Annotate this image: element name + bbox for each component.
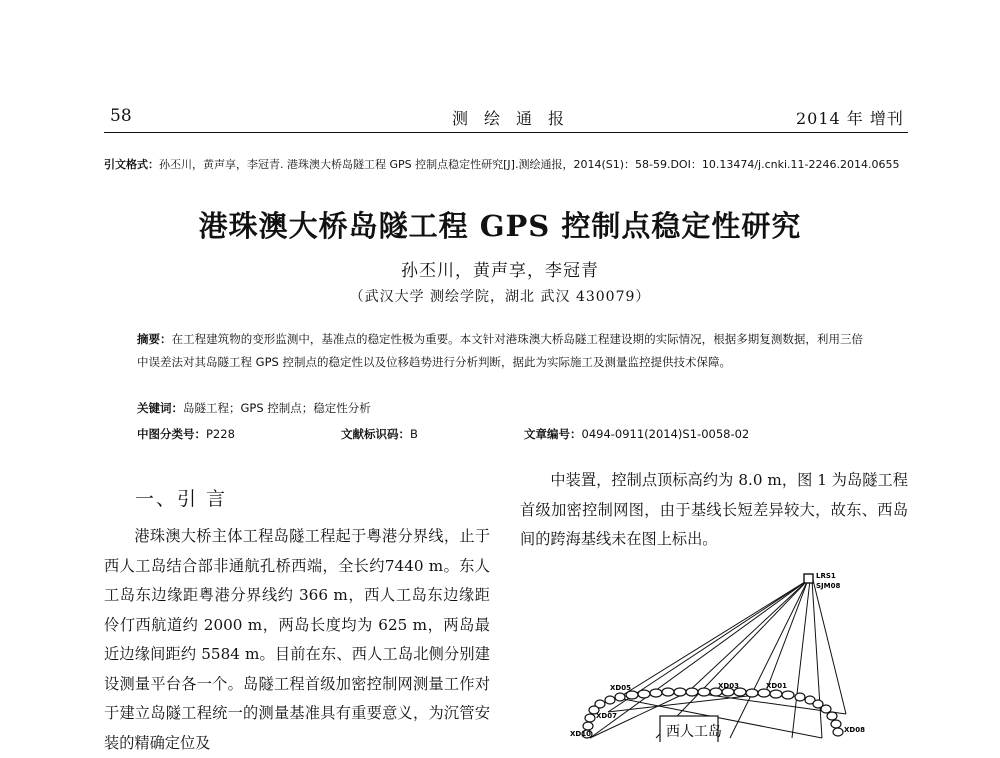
- keywords-label: 关键词：: [137, 401, 183, 415]
- citation-label: 引文格式：: [104, 158, 159, 171]
- journal-name: 测绘通报: [452, 109, 581, 128]
- abstract-text: 在工程建筑物的变形监测中，基准点的稳定性极为重要。本文针对港珠澳大桥岛隧工程建设期的实际情况，根据多期复测数据，利用三倍中误差法对其岛隧工程 GPS 控制点的稳定性以及位移趋势进行分析判断，据此为实际施工及测量监控提供技术保障。: [137, 332, 863, 369]
- label-xd03: XD03: [718, 682, 739, 690]
- section-heading: 一、引 言: [135, 488, 228, 510]
- baseline: [792, 580, 810, 738]
- label-xd05: XD05: [610, 684, 631, 692]
- intro-paragraph: 港珠澳大桥主体工程岛隧工程起于粤港分界线，止于西人工岛结合部非通航孔桥西端，全长约7440 m。东人工岛东边缘距粤港分界线约 366 m，西人工岛东边缘距伶仃西航道约 2000 m，两岛长度均为 625 m，两岛最近边缘间距约 5584 m。目前在东、西人工岛北侧分别建设测量平台各一个。岛隧工程首级加密控制网测量工作对于建立岛隧工程统一的测量基准具有重要意义，为沉管安装的精确定位及: [104, 527, 490, 752]
- baseline: [813, 580, 846, 714]
- label-xd07: XD07: [596, 712, 617, 720]
- abstract-label: 摘要：: [137, 332, 172, 346]
- citation-text: 孙丕川，黄声享，李冠青. 港珠澳大桥岛隧工程 GPS 控制点稳定性研究[J].测绘通报，2014(S1)：58-59.DOI：10.13474/j.cnki.11-2246.2014.0655: [159, 158, 900, 171]
- control-point-lrs1: [804, 574, 813, 583]
- baseline: [688, 580, 808, 692]
- abstract: [137, 328, 863, 374]
- label-island: 西人工岛: [666, 724, 722, 740]
- right-column-paragraph: 中装置，控制点顶标高约为 8.0 m，图 1 为岛隧工程首级加密控制网图，由于基线长短差异较大，故东、西岛间的跨海基线未在图上标出。: [520, 471, 908, 548]
- paper-title: 港珠澳大桥岛隧工程 GPS 控制点稳定性研究: [198, 209, 802, 243]
- baseline: [656, 580, 808, 738]
- citation: [104, 156, 914, 173]
- keywords-text: 岛隧工程；GPS 控制点；稳定性分析: [183, 401, 371, 415]
- label-lrs1: LRS1: [816, 572, 836, 580]
- label-xd01: XD01: [766, 682, 787, 690]
- baselines: [590, 580, 846, 738]
- paper-authors: 孙丕川，黄声享，李冠青: [401, 261, 599, 281]
- baseline: [812, 580, 822, 738]
- paper-affiliation: （武汉大学 测绘学院，湖北 武汉 430079）: [349, 289, 651, 305]
- label-xd10: XD10: [570, 730, 591, 738]
- clc-code: 中图分类号：P228: [137, 427, 235, 441]
- article-number: 文章编号：0494-0911(2014)S1-0058-02: [524, 427, 750, 441]
- baseline: [618, 580, 808, 698]
- control-network-figure: [560, 560, 910, 742]
- journal-issue: 2014 年 增刊: [796, 109, 904, 128]
- label-xd08: XD08: [844, 726, 865, 734]
- label-sjm08: SJM08: [816, 582, 841, 590]
- header-rule: [104, 132, 908, 133]
- baseline: [765, 580, 808, 694]
- document-code: 文献标识码：B: [341, 427, 418, 441]
- keywords: [137, 400, 371, 416]
- network-diagram: [560, 560, 910, 742]
- page-number: 58: [110, 106, 132, 126]
